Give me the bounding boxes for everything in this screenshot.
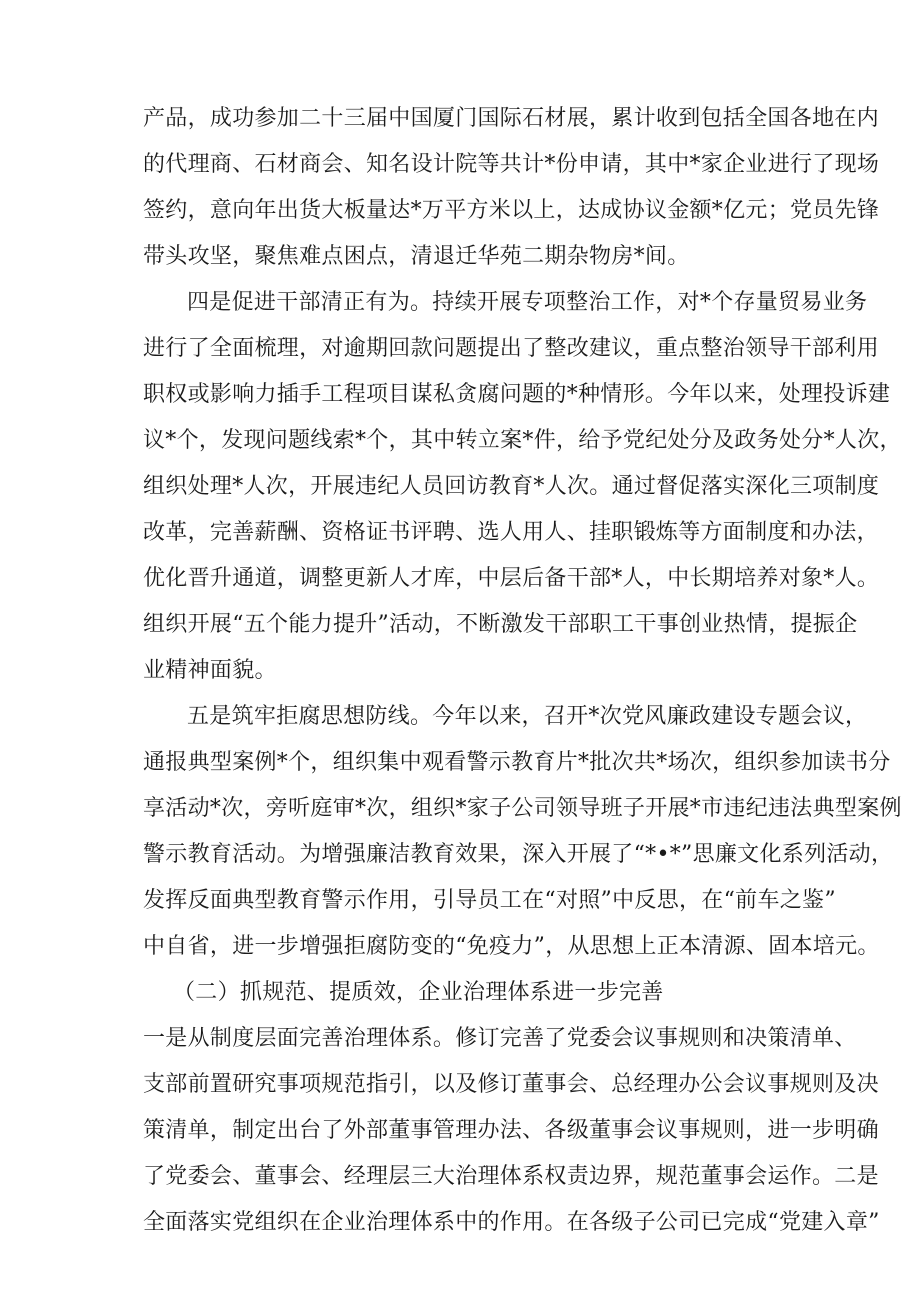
text-line: 的代理商、石材商会、知名设计院等共计*份申请，其中*家企业进行了现场 — [143, 152, 880, 177]
text-line: 签约，意向年出货大板量达*万平方米以上，达成协议金额*亿元；党员先锋 — [143, 198, 880, 223]
text-line: 通报典型案例*个，组织集中观看警示教育片*批次共*场次，组织参加读书分 — [143, 750, 891, 775]
paragraph-start-line: 五是筑牢拒腐思想防线。今年以来，召开*次党风廉政建设专题会议， — [187, 704, 868, 729]
text-line: 组织开展“五个能力提升”活动，不断激发干部职工干事创业热情，提振企 — [143, 612, 858, 637]
text-line: 享活动*次，旁听庭审*次，组织*家子公司领导班子开展*市违纪违法典型案例 — [143, 796, 902, 821]
text-line: 中自省，进一步增强拒腐防变的“免疫力”，从思想上正本清源、固本培元。 — [143, 934, 880, 959]
text-line: 议*个，发现问题线索*个，其中转立案*件，给予党纪处分及政务处分*人次， — [143, 428, 902, 453]
paragraph-start-line: 四是促进干部清正有为。持续开展专项整治工作，对*个存量贸易业务 — [187, 290, 868, 315]
text-line: 改革，完善薪酬、资格证书评聘、选人用人、挂职锻炼等方面制度和办法， — [143, 520, 879, 545]
section-heading: （二）抓规范、提质效，企业治理体系进一步完善 — [173, 980, 664, 1005]
text-line: 产品，成功参加二十三届中国厦门国际石材展，累计收到包括全国各地在内 — [143, 106, 879, 131]
text-line: 策清单，制定出台了外部董事管理办法、各级董事会议事规则，进一步明确 — [143, 1118, 879, 1143]
text-line: 警示教育活动。为增强廉洁教育效果，深入开展了“*•*”思廉文化系列活动， — [143, 842, 894, 867]
text-line: 优化晋升通道，调整更新人才库，中层后备干部*人，中长期培养对象*人。 — [143, 566, 880, 591]
text-line: 职权或影响力插手工程项目谋私贪腐问题的*种情形。今年以来，处理投诉建 — [143, 382, 891, 407]
text-line: 带头攻坚，聚焦难点困点，清退迁华苑二期杂物房*间。 — [143, 244, 690, 269]
text-line: 发挥反面典型教育警示作用，引导员工在“对照”中反思，在“前车之鉴” — [143, 888, 836, 913]
paragraph-start-line: 一是从制度层面完善治理体系。修订完善了党委会议事规则和决策清单、 — [143, 1026, 857, 1051]
text-line: 组织处理*人次，开展违纪人员回访教育*人次。通过督促落实深化三项制度 — [143, 474, 880, 499]
text-line: 了党委会、董事会、经理层三大治理体系权责边界，规范董事会运作。二是 — [143, 1164, 879, 1189]
text-line: 支部前置研究事项规范指引，以及修订董事会、总经理办公会议事规则及决 — [143, 1072, 879, 1097]
text-line: 业精神面貌。 — [143, 658, 277, 683]
document-body — [143, 96, 902, 1246]
text-line: 全面落实党组织在企业治理体系中的作用。在各级子公司已完成“党建入章” — [143, 1210, 880, 1235]
text-line: 进行了全面梳理，对逾期回款问题提出了整改建议，重点整治领导干部利用 — [143, 336, 879, 361]
